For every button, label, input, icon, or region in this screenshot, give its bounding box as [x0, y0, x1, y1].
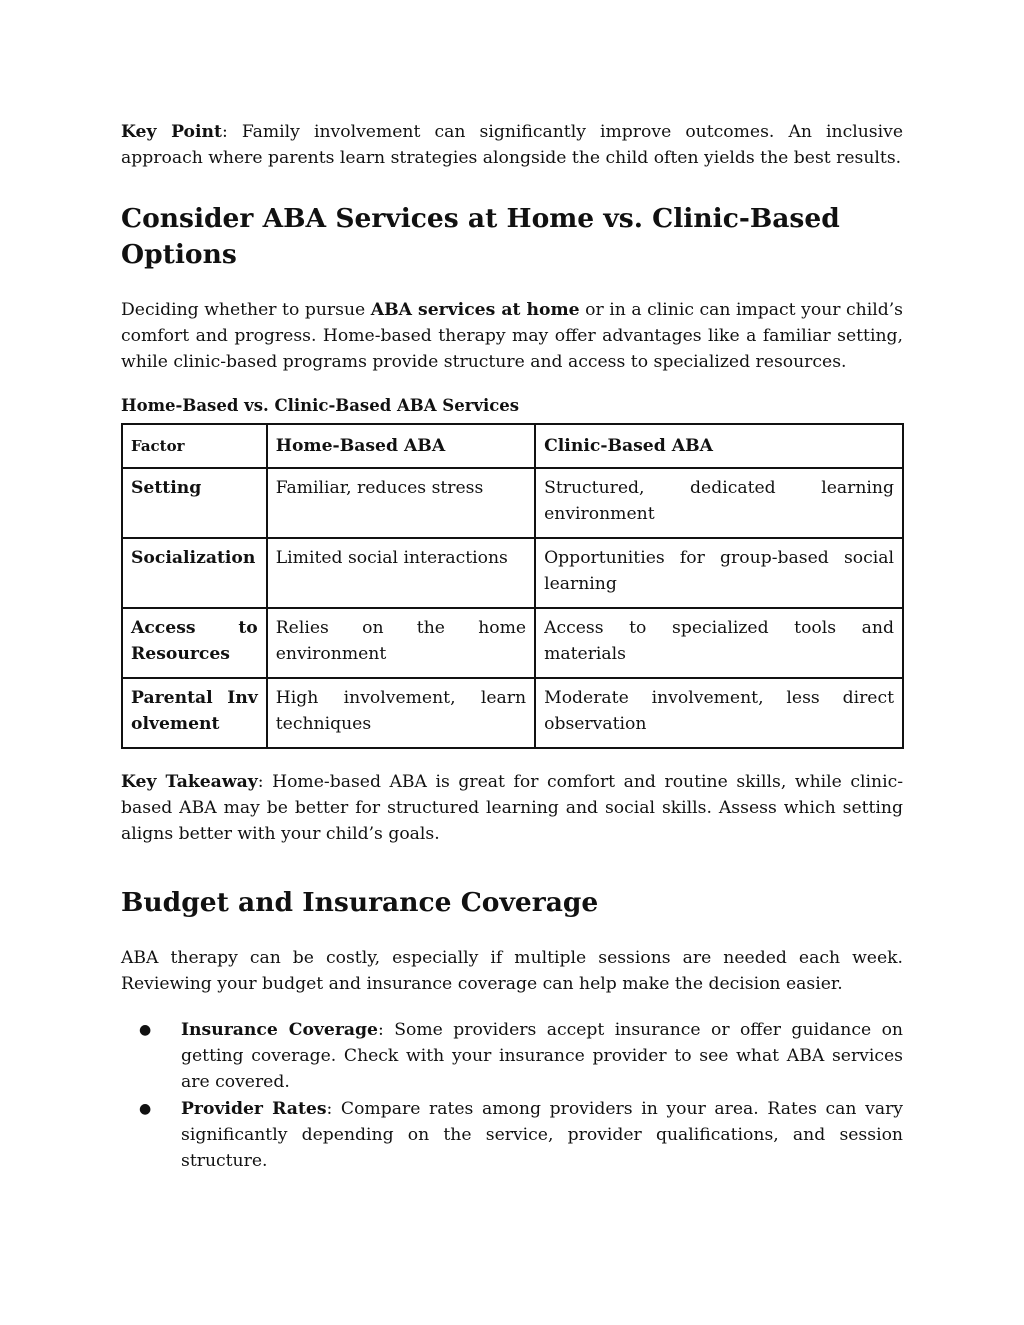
section-heading-aba-home-vs-clinic: Consider ABA Services at Home vs. Clinic-Based Options	[121, 203, 840, 270]
bullet-icon: ●	[139, 1101, 152, 1117]
bullet-label: Insurance Coverage	[181, 1020, 378, 1040]
section1-intro-paragraph	[121, 297, 903, 375]
row-clinic-value: Structured, dedicated learning environment	[535, 468, 903, 538]
list-item	[121, 1017, 903, 1095]
section2-intro-paragraph: ABA therapy can be costly, especially if multiple sessions are needed each week. Reviewing your budget and insurance coverage can help make the decision easier.	[121, 948, 903, 994]
key-point-text: : Family involvement can significantly improve outcomes. An inclusive approach where parents learn strategies alongside the child often yields the best results.	[121, 122, 903, 168]
row-clinic-value: Access to specialized tools and materials	[535, 608, 903, 678]
table-row	[122, 538, 903, 608]
document-page	[121, 0, 903, 1174]
header-factor: Factor	[122, 424, 267, 468]
key-point-label: Key Point	[121, 122, 222, 142]
comparison-table	[121, 423, 904, 749]
row-clinic-value: Moderate involvement, less direct observation	[535, 678, 903, 748]
section1-intro-after: or in a clinic can impact your child’s comfort and progress. Home-based therapy may offer advantages like a familiar setting, while clinic-based programs provide structure and access to specialized resources.	[121, 300, 903, 372]
key-takeaway-text: : Home-based ABA is great for comfort and routine skills, while clinic-based ABA may be better for structured learning and social skills. Assess which setting aligns better with your child’s goals.	[121, 772, 904, 844]
row-home-value: Relies on the home environment	[267, 608, 535, 678]
table-header-row	[122, 424, 903, 468]
bullet-text: : Compare rates among providers in your area. Rates can vary significantly depending on the service, provider qualifications, and session structure.	[181, 1099, 903, 1171]
row-factor: Socialization	[122, 538, 267, 608]
key-takeaway-label: Key Takeaway	[121, 772, 258, 792]
key-takeaway-paragraph	[121, 769, 903, 847]
row-clinic-value: Opportunities for group-based social learning	[535, 538, 903, 608]
bullet-icon: ●	[139, 1022, 152, 1038]
section1-intro-before: Deciding whether to pursue	[121, 300, 371, 320]
budget-bullet-list	[121, 1017, 903, 1174]
table-row	[122, 678, 903, 748]
row-factor: Access to Resources	[122, 608, 267, 678]
row-home-value: Familiar, reduces stress	[267, 468, 535, 538]
bullet-text: : Some providers accept insurance or offer guidance on getting coverage. Check with your insurance provider to see what ABA services are covered.	[181, 1020, 903, 1092]
header-clinic-based: Clinic-Based ABA	[535, 424, 903, 468]
bullet-label: Provider Rates	[181, 1099, 327, 1119]
table-row	[122, 608, 903, 678]
key-point-paragraph	[121, 119, 903, 171]
header-home-based: Home-Based ABA	[267, 424, 535, 468]
list-item	[121, 1096, 903, 1174]
row-home-value: High involvement, learn techniques	[267, 678, 535, 748]
row-home-value: Limited social interactions	[267, 538, 535, 608]
section1-intro-bold: ABA services at home	[370, 300, 580, 320]
row-factor: Setting	[122, 468, 267, 538]
section-heading-budget: Budget and Insurance Coverage	[121, 887, 599, 918]
table-row	[122, 468, 903, 538]
row-factor: Parental Involvement	[122, 678, 267, 748]
table-caption: Home-Based vs. Clinic-Based ABA Services	[121, 396, 520, 415]
